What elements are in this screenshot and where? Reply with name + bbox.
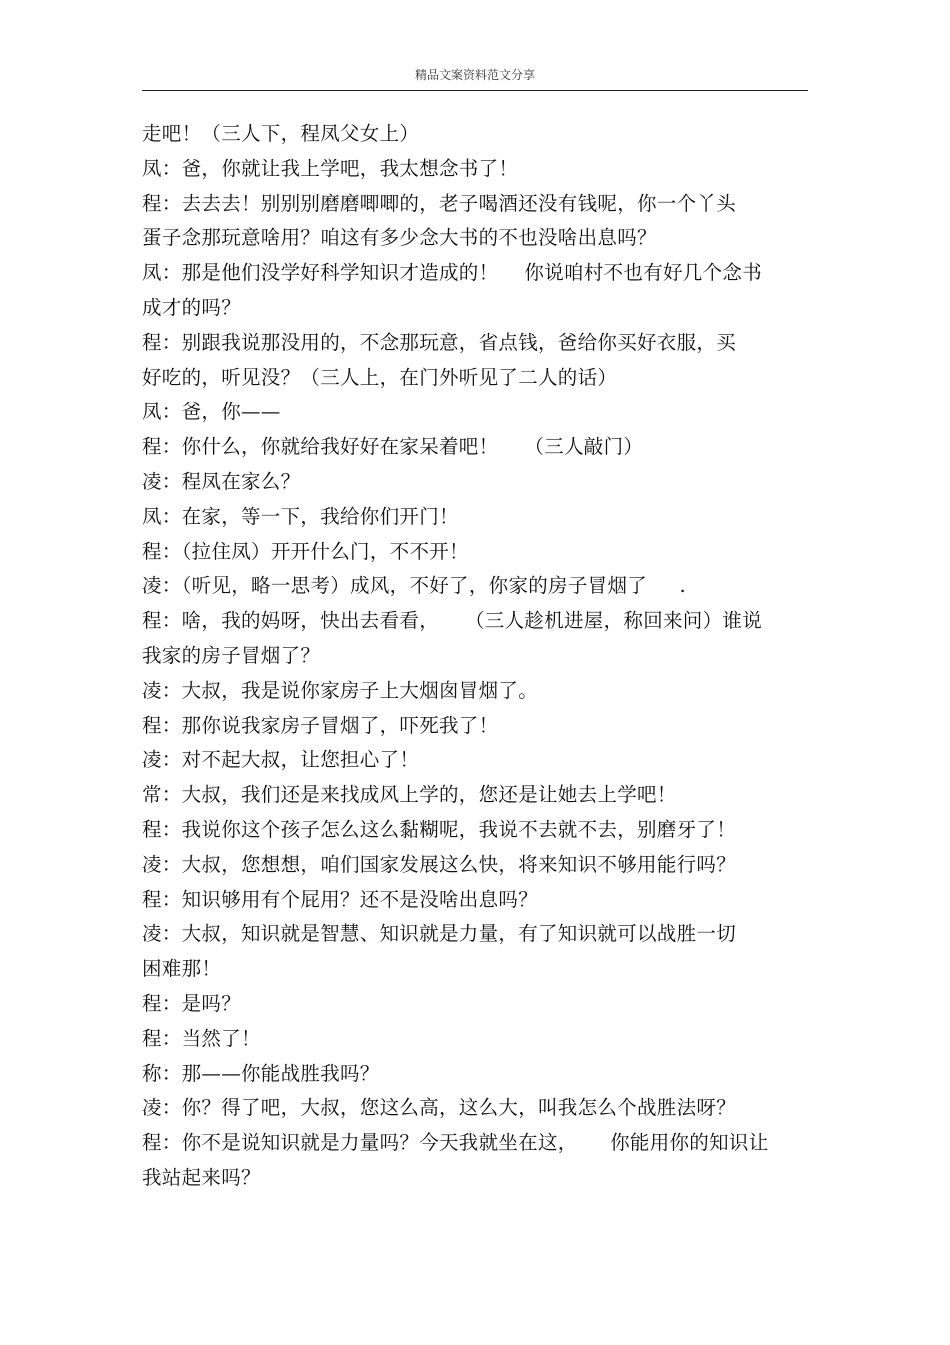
text-line: 成才的吗？ xyxy=(142,295,242,319)
text-line: 程：啥，我的妈呀，快出去看看， （三人趁机进屋，称回来问）谁说 xyxy=(142,609,762,633)
text-line: 常：大叔，我们还是来找成风上学的，您还是让她去上学吧！ xyxy=(142,783,677,807)
text-line: 我家的房子冒烟了？ xyxy=(142,643,321,667)
text-line: 称：那——你能战胜我吗？ xyxy=(142,1061,380,1085)
text-line: 凌：大叔，我是说你家房子上大烟囱冒烟了。 xyxy=(142,678,539,702)
text-line: 凌：（听见，略一思考）成风，不好了，你家的房子冒烟了 . xyxy=(142,574,687,598)
header-text: 精品文案资料范文分享 xyxy=(414,68,535,82)
text-line: 凤：那是他们没学好科学知识才造成的！ 你说咱村不也有好几个念书 xyxy=(142,261,762,285)
text-line: 程：是吗？ xyxy=(142,991,242,1015)
text-line: 凌：你？得了吧，大叔，您这么高，这么大，叫我怎么个战胜法呀？ xyxy=(142,1096,737,1120)
text-line: 程：别跟我说那没用的，不念那玩意，省点钱，爸给你买好衣服，买 xyxy=(142,330,737,354)
text-line: 程：我说你这个孩子怎么这么黏糊呢，我说不去就不去，别磨牙了！ xyxy=(142,817,737,841)
text-line: 程：那你说我家房子冒烟了，吓死我了！ xyxy=(142,713,499,737)
page-header xyxy=(142,66,808,91)
text-line: 程：当然了！ xyxy=(142,1026,261,1050)
text-line: 凤：在家，等一下，我给你们开门！ xyxy=(142,504,459,528)
text-line: 困难那！ xyxy=(142,957,222,981)
text-line: 凤：爸，你就让我上学吧，我太想念书了！ xyxy=(142,156,519,180)
text-line: 凌：大叔，知识就是智慧、知识就是力量，有了知识就可以战胜一切 xyxy=(142,922,737,946)
text-line: 程：（拉住凤）开开什么门，不不开！ xyxy=(142,539,469,563)
document-body xyxy=(142,117,808,1196)
text-line: 好吃的，听见没？（三人上，在门外听见了二人的话） xyxy=(142,365,618,389)
text-line: 凌：对不起大叔，让您担心了！ xyxy=(142,748,420,772)
text-line: 凌：程凤在家么？ xyxy=(142,469,301,493)
text-line: 凤：爸，你—— xyxy=(142,400,281,424)
text-line: 程：去去去！别别别磨磨唧唧的，老子喝酒还没有钱呢，你一个丫头 xyxy=(142,191,737,215)
text-line: 程：你什么，你就给我好好在家呆着吧！ （三人敲门） xyxy=(142,435,644,459)
text-line: 程：你不是说知识就是力量吗？今天我就坐在这， 你能用你的知识让 xyxy=(142,1131,769,1155)
text-line: 我站起来吗？ xyxy=(142,1165,261,1189)
text-line: 凌：大叔，您想想，咱们国家发展这么快，将来知识不够用能行吗？ xyxy=(142,852,737,876)
text-line: 蛋子念那玩意啥用？咱这有多少念大书的不也没啥出息吗？ xyxy=(142,226,657,250)
text-line: 程：知识够用有个屁用？还不是没啥出息吗？ xyxy=(142,887,539,911)
text-line: 走吧！（三人下，程凤父女上） xyxy=(142,122,420,145)
